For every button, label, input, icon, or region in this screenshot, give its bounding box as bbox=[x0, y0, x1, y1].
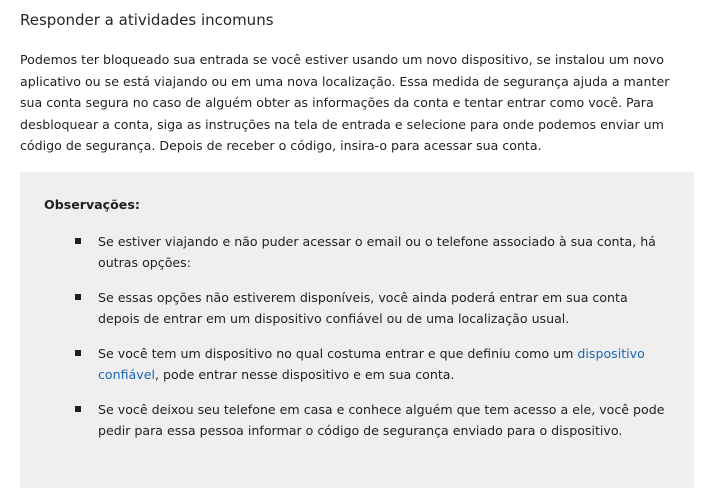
bullet-icon bbox=[75, 238, 81, 244]
notes-list bbox=[44, 231, 672, 442]
notes-heading: Observações: bbox=[44, 196, 140, 212]
note-text: Se estiver viajando e não puder acessar o email ou o telefone associado à sua conta, há outras opções: bbox=[98, 233, 656, 270]
note-text-after-link: , pode entrar nesse dispositivo e em sua conta. bbox=[154, 367, 455, 382]
note-item bbox=[44, 231, 672, 274]
note-item bbox=[44, 399, 672, 442]
bullet-icon bbox=[75, 406, 81, 412]
notes-box bbox=[20, 172, 694, 488]
intro-paragraph: Podemos ter bloqueado sua entrada se você estiver usando um novo dispositivo, se instalou um novo aplicativo ou se está viajando ou em uma nova localização. Essa medida de segurança ajuda a manter sua conta segura no caso de alguém obter as informações da conta e tentar entrar como você. Para desbloquear a conta, siga as instruções na tela de entrada e selecione para onde podemos enviar um código de segurança. Depois de receber o código, insira-o para acessar sua conta. bbox=[20, 52, 670, 153]
bullet-icon bbox=[75, 294, 81, 300]
article-section bbox=[0, 10, 705, 497]
note-text: Se essas opções não estiverem disponíveis, você ainda poderá entrar em sua conta depois de entrar em um dispositivo confiável ou de uma localização usual. bbox=[98, 289, 628, 326]
section-title: Responder a atividades incomuns bbox=[20, 11, 274, 29]
note-text: Se você deixou seu telefone em casa e conhece alguém que tem acesso a ele, você pode pedir para essa pessoa informar o código de segurança enviado para o dispositivo. bbox=[98, 401, 665, 438]
note-text-before-link: Se você tem um dispositivo no qual costuma entrar e que definiu como um bbox=[98, 345, 578, 361]
note-item bbox=[44, 287, 672, 330]
trusted-device-link[interactable]: dispositivo confiável bbox=[98, 345, 645, 382]
bullet-icon bbox=[75, 350, 81, 356]
note-item bbox=[44, 343, 672, 386]
